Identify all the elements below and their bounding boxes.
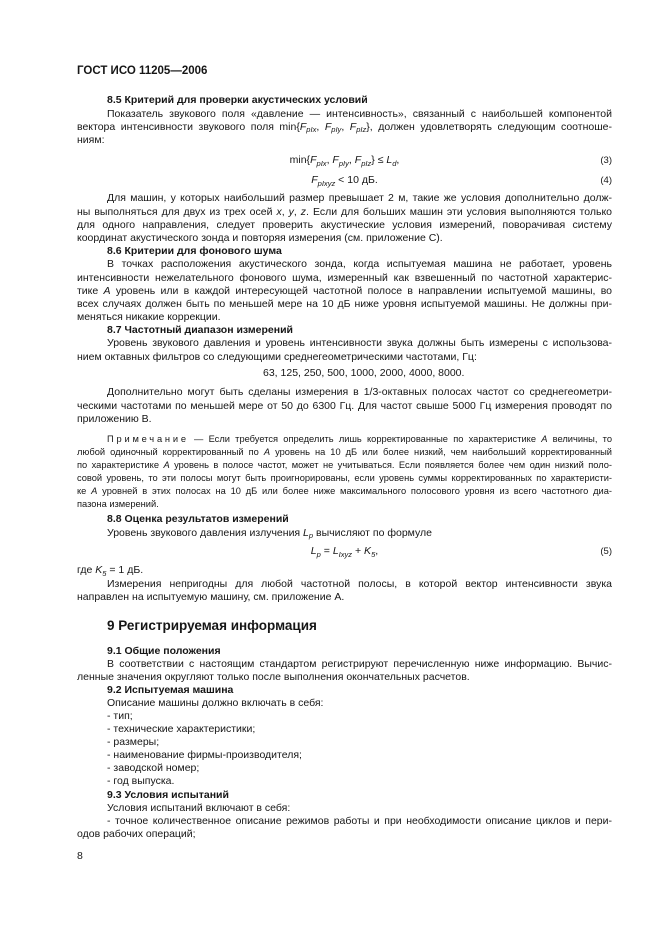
math-subscript: 5 [371, 550, 376, 560]
text-run: , [375, 545, 379, 558]
text-block [77, 192, 612, 363]
text-line [77, 472, 612, 485]
equation-number: (5) [600, 546, 612, 558]
text-line [77, 815, 612, 828]
list-item [77, 710, 612, 723]
text-run: направлен на испытуемую машину, см. приложение А. [77, 590, 345, 603]
frequency-list: 63, 125, 250, 500, 1000, 2000, 4000, 8000. [263, 367, 465, 380]
text-run: Уровень звукового давления излучения [107, 526, 304, 539]
text-line [77, 723, 612, 736]
chapter-heading: 9 Регистрируемая информация [107, 618, 317, 633]
text-run: уровень на 10 дБ или более низкий, чем наибольший корректированный [270, 446, 612, 457]
text-line [77, 219, 612, 232]
section-heading: 8.7 Частотный диапазон измерений [107, 324, 293, 337]
text-run: — Если требуется определить лишь корректированные по характеристике [188, 433, 542, 444]
text-line [77, 578, 612, 591]
math-variable: A [91, 485, 98, 496]
text-run: , [348, 154, 355, 167]
math-variable: F [349, 120, 357, 133]
math-subscript: pIz [361, 159, 372, 169]
text-run: } ≤ [371, 154, 387, 167]
section-8-7 [77, 324, 612, 364]
paragraph [77, 802, 612, 815]
text-run: нием октавных фильтров со следующими среднегеометрическими частотами, Гц: [77, 350, 477, 363]
paragraph [77, 527, 612, 540]
text-run: Для машин, у которых наибольший размер превышает 2 м, такие же условия дополнительно долж- [107, 192, 612, 205]
math-variable: A [163, 459, 170, 470]
math-subscript: pIy [338, 159, 349, 169]
paragraph [77, 192, 612, 245]
text-run: Описание машины должно включать в себя: [107, 696, 324, 709]
equation-number: (3) [600, 155, 612, 167]
list-item [77, 736, 612, 749]
text-line [77, 564, 612, 577]
paragraph [77, 658, 612, 684]
math-variable: A [263, 446, 271, 457]
text-run: вычисляют по формуле [313, 526, 432, 539]
text-line [77, 134, 612, 147]
text-run: - заводской номер; [107, 762, 200, 775]
text-run: ниям: [77, 133, 105, 146]
equation-5 [77, 545, 612, 558]
section-9-3 [77, 789, 612, 841]
text-run: всех случаях должен быть по меньшей мере на 10 дБ ниже уровня испытуемой машины. Не должны при- [77, 297, 612, 310]
text-line [77, 710, 612, 723]
paragraph [77, 258, 612, 324]
text-line [77, 351, 612, 364]
math-variable: z [300, 205, 307, 218]
text-run: = 1 дБ. [106, 564, 144, 577]
paragraph [77, 337, 612, 363]
math-variable: A [103, 284, 111, 297]
text-run: , [281, 205, 289, 218]
text-run: для одного направления, следует проверить акустические условия измерений, поворачивая систему [77, 218, 612, 231]
text-run: . Если для больших машин эти условия выполняются только [306, 205, 613, 218]
text-run: меняться никакие коррекции. [77, 311, 221, 324]
math-subscript: pIz [356, 125, 367, 135]
running-header: ГОСТ ИСО 11205—2006 [77, 65, 208, 77]
section-9-1 [77, 645, 612, 684]
text-run: координат акустического зонда и повторяя измерения (см. приложение С). [77, 231, 443, 244]
math-subscript: 5 [102, 569, 107, 579]
text-line [77, 762, 612, 775]
text-line [77, 498, 612, 511]
text-run: уровень в полосе частот, может не учитываться. Если появляется более чем один низкий поло- [169, 459, 613, 470]
text-line [77, 697, 612, 710]
math-variable: L [310, 545, 317, 558]
page-number: 8 [77, 849, 83, 862]
math-variable: L [386, 154, 393, 167]
math-variable: F [299, 120, 307, 133]
text-run: Дополнительно могут быть сделаны измерения в 1/3-октавных полосах частот со среднегеометри- [107, 386, 612, 399]
text-run: Уровень звукового давления и уровень интенсивности звука должны быть измерены с использова- [107, 337, 612, 350]
text-line [77, 671, 612, 684]
section-heading: 9.3 Условия испытаний [107, 788, 229, 801]
section-8-5 [77, 94, 612, 147]
math-variable: F [332, 154, 339, 167]
paragraph [77, 578, 612, 604]
text-run: В точках расположения акустического зонда, когда испытуемая машина не работает, уровень [107, 258, 612, 271]
text-run: совой уровень, то эти полосы могут быть проигнорированы, если уровень суммы корректированных по характеристи- [77, 472, 612, 483]
text-block [77, 645, 612, 841]
math-variable: A [541, 433, 548, 444]
math-subscript: p [316, 550, 321, 560]
text-line [77, 802, 612, 815]
text-run: по характеристике [77, 459, 164, 470]
math-variable: L [303, 526, 309, 539]
text-line [77, 413, 612, 426]
text-run: + [352, 545, 365, 558]
text-line [77, 775, 612, 788]
text-run: , [293, 205, 301, 218]
text-run: , [326, 154, 333, 167]
text-run: где [77, 564, 96, 577]
text-run: уровень или в каждой интересующей частотной полосе в направлении испытуемой машины, во [110, 284, 612, 297]
paragraph [77, 697, 612, 710]
math-variable: F [354, 154, 362, 167]
text-line [77, 658, 612, 671]
math-variable: L [332, 545, 339, 558]
text-run: Показатель звукового поля «давление — интенсивность», связанный с наибольшей компонентой [107, 107, 612, 120]
text-run: ны выполняться для двух из трех осей [77, 205, 277, 218]
math-subscript: Ixyz [338, 550, 353, 560]
text-line [77, 206, 612, 219]
text-line [77, 121, 612, 134]
note [77, 433, 612, 511]
list-item [77, 775, 612, 788]
text-run: любой одиночный корректированный по [77, 446, 264, 457]
text-line [77, 828, 612, 841]
text-run: ке [77, 485, 92, 496]
list-item [77, 749, 612, 762]
text-run: уровней в этих полосах на 10 дБ или более ниже максимального полосового уровня из всего частотного диа- [97, 485, 612, 496]
text-block [77, 564, 612, 604]
text-line [77, 527, 612, 540]
note-label: Примечание [107, 433, 189, 444]
text-run: Условия испытаний включают в себя: [107, 801, 291, 814]
math-variable: K [364, 545, 372, 558]
text-run: - наименование фирмы-производителя; [107, 749, 302, 762]
equation-expression [289, 154, 400, 169]
math-variable: F [324, 120, 332, 133]
text-line [77, 192, 612, 205]
text-run: Измерения непригодны для любой частотной полосы, в которой вектор интенсивности звука [107, 577, 612, 590]
text-line [77, 459, 612, 472]
section-heading: 9.2 Испытуемая машина [107, 683, 234, 696]
text-run: приложению В. [77, 412, 152, 425]
text-run: = [320, 545, 333, 558]
text-line [77, 400, 612, 413]
math-variable: K [95, 564, 103, 577]
text-run: одов рабочих операций; [77, 827, 196, 840]
math-subscript: p [308, 531, 314, 541]
section-heading: 9.1 Общие положения [107, 644, 221, 657]
text-run: - технические характеристики; [107, 723, 256, 736]
section-heading: 8.8 Оценка результатов измерений [107, 513, 289, 526]
equation-3 [77, 154, 612, 167]
text-line [77, 272, 612, 285]
text-line [77, 433, 612, 446]
paragraph [77, 564, 612, 577]
text-line [77, 108, 612, 121]
equation-number: (4) [600, 175, 612, 187]
paragraph [77, 108, 612, 148]
text-run: , [341, 120, 350, 133]
text-run: интенсивности нежелательного фонового шума, измеренный как взвешенный по частотной характерис- [77, 271, 612, 284]
math-variable: F [310, 154, 317, 167]
math-variable: x [276, 205, 282, 218]
math-subscript: pIx [306, 125, 317, 135]
text-run: - тип; [107, 709, 133, 722]
text-run: тике [77, 284, 104, 297]
equation-expression [310, 545, 379, 560]
equation-4 [77, 174, 612, 187]
text-line [77, 298, 612, 311]
text-run: - год выпуска. [107, 775, 175, 788]
section-heading: 8.6 Критерии для фонового шума [107, 245, 282, 258]
text-line [77, 446, 612, 459]
text-line [77, 311, 612, 324]
text-run: < 10 дБ. [335, 174, 378, 187]
text-run: }, должен удовлетворять следующим соотноше- [366, 120, 612, 133]
text-block [77, 386, 612, 426]
text-line [77, 485, 612, 498]
section-8-8 [77, 513, 612, 539]
math-variable: y [288, 205, 294, 218]
text-line [77, 258, 612, 271]
paragraph [77, 386, 612, 426]
text-run: вектора интенсивности звукового поля min{ [77, 120, 300, 133]
text-run: - размеры; [107, 736, 160, 749]
text-run: величины, то [547, 433, 612, 444]
math-subscript: pIxyz [317, 179, 336, 189]
text-line [77, 749, 612, 762]
math-variable: F [311, 174, 318, 187]
text-run: ленные значения округляют только после выполнения окончательных расчетов. [77, 670, 470, 683]
math-subscript: pIx [316, 159, 327, 169]
text-run: ческими частотами по меньшей мере от 50 до 6300 Гц. Для частот свыше 5000 Гц измерения проводят по [77, 399, 612, 412]
text-line [77, 386, 612, 399]
text-line [77, 285, 612, 298]
math-subscript: pIy [331, 125, 342, 135]
equation-expression [311, 174, 378, 189]
text-run: min{ [289, 154, 311, 167]
list-item [77, 762, 612, 775]
list-item [77, 723, 612, 736]
text-run: пазона измерений. [77, 498, 159, 509]
text-run: , [396, 154, 400, 167]
text-line [77, 736, 612, 749]
section-8-6 [77, 245, 612, 324]
text-line [77, 337, 612, 350]
text-line [77, 591, 612, 604]
list-item [77, 815, 612, 841]
text-run: - точное количественное описание режимов работы и при необходимости описание циклов и пери- [107, 814, 612, 827]
section-heading: 8.5 Критерий для проверки акустических условий [107, 94, 368, 107]
math-subscript: d [392, 159, 397, 169]
bullet-list [77, 815, 612, 841]
text-line [77, 232, 612, 245]
text-run: , [316, 120, 325, 133]
bullet-list [77, 710, 612, 789]
text-run: В соответствии с настоящим стандартом регистрируют перечисленную ниже информацию. Вычис- [107, 657, 612, 670]
section-9-2 [77, 684, 612, 789]
